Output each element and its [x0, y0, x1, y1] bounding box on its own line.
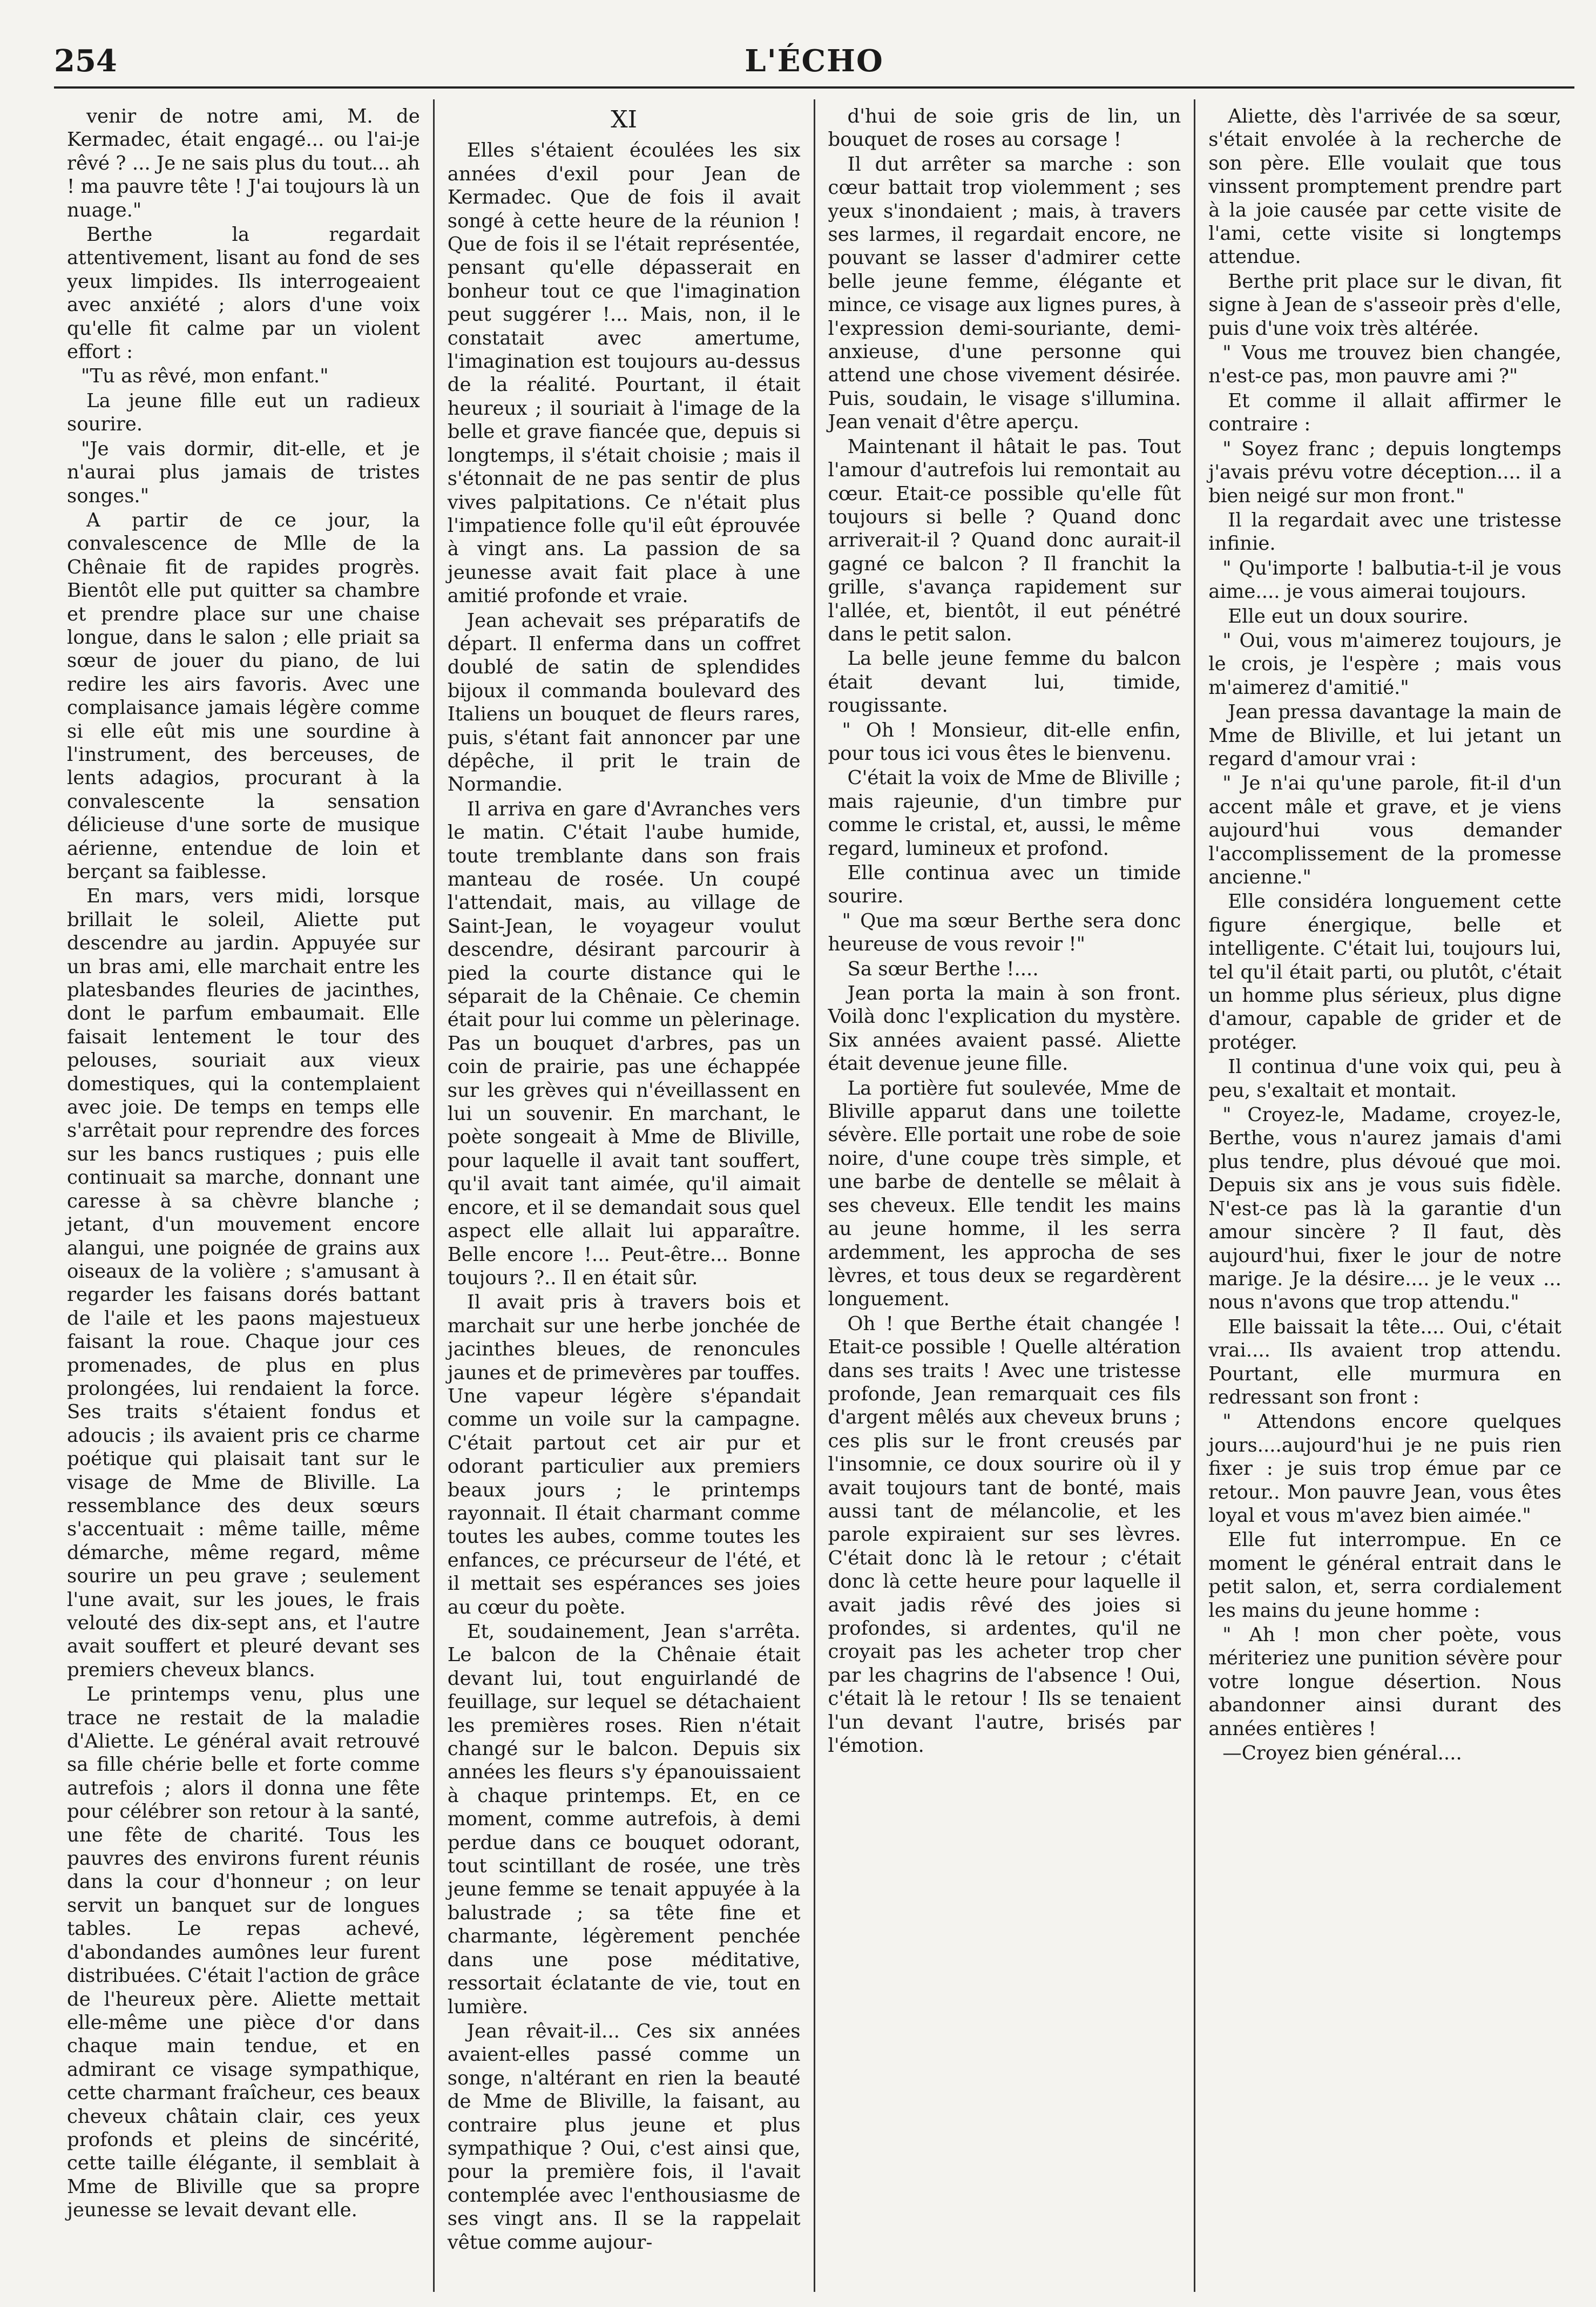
running-title: L'ÉCHO: [745, 43, 884, 79]
paragraph: —Croyez bien général....: [1222, 1742, 1462, 1765]
paragraph: d'hui de soie gris de lin, un bouquet de roses au corsage !: [828, 105, 1181, 151]
paragraph: " Vous me trouvez bien changée, n'est-ce pas, mon pauvre ami ?": [1208, 342, 1561, 388]
paragraph: " Que ma sœur Berthe sera donc heureuse de vous revoir !": [828, 909, 1181, 956]
paragraph: Elles s'étaient écoulées les six années d'exil pour Jean de Kermadec. Que de fois il avait songé à cette heure de la réunion ! Que de fois il se l'était représentée, pensant qu'elle dépasserait en bonheur tout ce que l'imagination peut suggérer !... Mais, non, il le constatait avec amertume, l'imagination est toujours au-dessus de la réalité. Pourtant, il était heureux ; il souriait à l'image de la belle et grave fiancée que, depuis si longtemps, il s'était choisie ; mais il s'étonnait de ne pas sentir de plus vives palpitations. Ce n'était plus l'impatience folle qu'il eût éprouvée à vingt ans. La passion de sa jeunesse avait fait place à une amitié profonde et vraie.: [447, 139, 801, 608]
paragraph: Maintenant il hâtait le pas. Tout l'amour d'autrefois lui remontait au cœur. Etait-ce possible qu'elle fût toujours si belle ? Quand donc arriverait-il ? Quand donc aurait-il gagné ce balcon ? Il franchit la grille, s'avança rapidement sur l'allée, et, bientôt, il eut pénétré dans le petit salon.: [828, 435, 1181, 645]
paragraph: " Croyez-le, Madame, croyez-le, Berthe, vous n'aurez jamais d'ami plus tendre, plus dévoué que moi. Depuis six ans je vous suis fidèle. N'est-ce pas là la garantie d'un amour sincère ? Il faut, dès aujourd'hui, fixer le jour de notre marige. Je la désire.... je le veux ... nous n'avons que trop attendu.": [1208, 1104, 1561, 1314]
paragraph: A partir de ce jour, la convalescence de Mlle de la Chênaie fit de rapides progrès. Bientôt elle put quitter sa chambre et prendre place sur une chaise longue, dans le salon ; elle priait sa sœur de jouer du piano, de lui redire les airs favoris. Avec une complaisance jamais légère comme si elle eût mis une sourdine à l'instrument, des berceuses, de lents adagios, procurant à la convalescente la sensation délicieuse d'une sorte de musique aérienne, entendue de loin et berçant sa faiblesse.: [67, 509, 420, 883]
paragraph: Jean rêvait-il... Ces six années avaient-elles passé comme un songe, n'altérant en rien la beauté de Mme de Bliville, la faisant, au contraire plus jeune et plus sympathique ? Oui, c'est ainsi que, pour la première fois, il l'avait contemplée avec l'enthousiasme de ses vingt ans. Il se la rappelait vêtue comme aujour-: [447, 2020, 801, 2254]
paragraph: Et, soudainement, Jean s'arrêta. Le balcon de la Chênaie était devant lui, tout enguirlandé de feuillage, sur lequel se détachaient les premières roses. Rien n'était changé sur le balcon. Depuis six années les fleurs s'y épanouissaient à chaque printemps. Et, en ce moment, comme autrefois, à demi perdue dans ce bouquet odorant, tout scintillant de rosée, une très jeune femme se tenait appuyée à la balustrade ; sa tête fine et charmante, légèrement penchée dans une pose méditative, ressortait éclatante de vie, tout en lumière.: [447, 1621, 801, 2018]
paragraph: Il dut arrêter sa marche : son cœur battait trop violemment ; ses yeux s'inondaient ; mais, à travers ses larmes, il regardait encore, ne pouvant se lasser d'admirer cette belle jeune femme, élégante et mince, ce visage aux lignes pures, à l'expression demi-souriante, demi-anxieuse, d'une personne qui attend une chose vivement désirée. Puis, soudain, le visage s'illumina. Jean venait d'être aperçu.: [828, 153, 1181, 434]
paragraph: Il arriva en gare d'Avranches vers le matin. C'était l'aube humide, toute tremblante dans son frais manteau de rosée. Un coupé l'attendait, mais, au village de Saint-Jean, le voyageur voulut descendre, désirant parcourir à pied la courte distance qui le séparait de la Chênaie. Ce chemin était pour lui comme un pèlerinage. Pas un bouquet d'arbres, pas un coin de prairie, pas une échappée sur les grèves qui n'éveillassent en lui un souvenir. En marchant, le poète songeait à Mme de Bliville, pour laquelle il avait tant souffert, qu'il avait tant aimée, qu'il aimait encore, et il se demandait sous quel aspect elle allait lui apparaître. Belle encore !... Peut-être... Bonne toujours ?.. Il en était sûr.: [447, 798, 801, 1289]
page-header: [54, 22, 1574, 89]
paragraph: C'était la voix de Mme de Bliville ; mais rajeunie, d'un timbre pur comme le cristal, et, aussi, le même regard, lumineux et profond.: [828, 767, 1181, 860]
text-columns: [54, 99, 1574, 2292]
text-column-4: [1194, 99, 1574, 2292]
page-number: 254: [54, 43, 117, 79]
paragraph: " Soyez franc ; depuis longtemps j'avais prévu votre déception.... il a bien neigé sur mon front.": [1208, 437, 1561, 507]
paragraph: venir de notre ami, M. de Kermadec, était engagé... ou l'ai-je rêvé ? ... Je ne sais plus du tout... ah ! ma pauvre tête ! J'ai toujours là un nuage.": [67, 105, 420, 221]
paragraph: En mars, vers midi, lorsque brillait le soleil, Aliette put descendre au jardin. Appuyée sur un bras ami, elle marchait entre les platesbandes fleuries de jacinthes, dont le parfum embaumait. Elle faisait lentement le tour des pelouses, souriait aux vieux domestiques, qui la contemplaient avec joie. De temps en temps elle s'arrêtait pour reprendre des forces sur les bancs rustiques ; puis elle continuait sa marche, donnant une caresse à sa chèvre blanche ; jetant, d'un mouvement encore alangui, une poignée de grains aux oiseaux de la volière ; s'amusant à regarder les faisans dorés battant de l'aile et les paons majestueux faisant la roue. Chaque jour ces promenades, de plus en plus prolongées, lui rendaient la force. Ses traits s'étaient fondus et adoucis ; ils avaient pris ce charme poétique qui plaisait tant sur le visage de Mme de Bliville. La ressemblance des deux sœurs s'accentuait : même taille, même démarche, même regard, même sourire un peu grave ; seulement l'une avait, sur les joues, le frais velouté des dix-sept ans, et l'autre avait souffert et pleuré devant ses premiers cheveux blancs.: [67, 885, 420, 1681]
paragraph: Jean pressa davantage la main de Mme de Bliville, et lui jetant un regard d'amour vrai :: [1208, 701, 1561, 770]
paragraph: " Oh ! Monsieur, dit-elle enfin, pour tous ici vous êtes le bienvenu.: [828, 719, 1181, 765]
paragraph: Il avait pris à travers bois et marchait sur une herbe jonchée de jacinthes bleues, de renoncules jaunes et de primevères par touffes. Une vapeur légère s'épandait comme un voile sur la campagne. C'était partout cet air pur et odorant particulier aux premiers beaux jours ; le printemps rayonnait. Il était charmant comme toutes les aubes, comme toutes les enfances, ce précurseur de l'été, et il mettait ses espérances ses joies au cœur du poète.: [447, 1291, 801, 1618]
paragraph: " Qu'importe ! balbutia-t-il je vous aime.... je vous aimerai toujours.: [1208, 557, 1561, 603]
paragraph: La jeune fille eut un radieux sourire.: [67, 389, 420, 436]
paragraph: Elle fut interrompue. En ce moment le général entrait dans le petit salon, et, serra cordialement les mains du jeune homme :: [1208, 1529, 1561, 1622]
paragraph: La belle jeune femme du balcon était devant lui, timide, rougissante.: [828, 647, 1181, 717]
paragraph: Elle baissait la tête.... Oui, c'était vrai.... Ils avaient trop attendu. Pourtant, elle murmura en redressant son front :: [1208, 1316, 1561, 1408]
paragraph: Elle continua avec un timide sourire.: [828, 862, 1181, 908]
paragraph: La portière fut soulevée, Mme de Bliville apparut dans une toilette sévère. Elle portait une robe de soie noire, d'une coupe très simple, et une barbe de dentelle se mêlait à ses cheveux. Elle tendit les mains au jeune homme, il les serra ardemment, les approcha de ses lèvres, et tous deux se regardèrent longuement.: [828, 1077, 1181, 1311]
paragraph: Aliette, dès l'arrivée de sa sœur, s'était envolée à la recherche de son père. Elle voulait que tous vinssent promptement prendre part à la joie causée par cette visite de l'ami, cette visite si longtemps attendue.: [1208, 105, 1561, 268]
text-column-3: [814, 99, 1194, 2292]
text-column-2: [433, 99, 814, 2292]
paragraph: Il la regardait avec une tristesse infinie.: [1208, 509, 1561, 555]
paragraph: " Je n'ai qu'une parole, fit-il d'un accent mâle et grave, et je viens aujourd'hui vous demander l'accomplissement de la promesse ancienne.": [1208, 772, 1561, 888]
paragraph: " Attendons encore quelques jours....aujourd'hui je ne puis rien fixer : je suis trop émue par ce retour.. Mon pauvre Jean, vous êtes loyal et vous m'avez bien aimée.": [1208, 1411, 1561, 1527]
paragraph: "Tu as rêvé, mon enfant.": [81, 365, 329, 388]
paragraph: " Ah ! mon cher poète, vous mériteriez une punition sévère pour votre longue désertion. Nous abandonner ainsi durant des années entières !: [1208, 1624, 1561, 1740]
paragraph: Jean porta la main à son front. Voilà donc l'explication du mystère. Six années avaient passé. Aliette était devenue jeune fille.: [828, 982, 1181, 1075]
paragraph: Elle considéra longuement cette figure énergique, belle et intelligente. C'était lui, toujours lui, tel qu'il était parti, ou plutôt, c'était un homme plus sérieux, plus digne d'amour, capable de grider et de protéger.: [1208, 891, 1561, 1054]
paragraph: Sa sœur Berthe !....: [847, 957, 1039, 980]
paragraph: Berthe la regardait attentivement, lisant au fond de ses yeux limpides. Ils interrogeaient avec anxiété ; alors d'une voix qu'elle fit calme par un violent effort :: [67, 224, 420, 363]
paragraph: "Je vais dormir, dit-elle, et je n'aurai plus jamais de tristes songes.": [67, 437, 420, 507]
paragraph: Et comme il allait affirmer le contraire :: [1208, 389, 1561, 436]
paragraph: Elle eut un doux sourire.: [1228, 605, 1469, 628]
chapter-heading: XI: [611, 106, 637, 133]
text-column-1: [54, 99, 433, 2292]
paragraph: Le printemps venu, plus une trace ne restait de la maladie d'Aliette. Le général avait retrouvé sa fille chérie belle et forte comme autrefois ; alors il donna une fête pour célébrer son retour à la santé, une fête de charité. Tous les pauvres des environs furent réunis dans la cour d'honneur ; on leur servit un banquet sur de longues tables. Le repas achevé, d'abondandes aumônes leur furent distribuées. C'était l'action de grâce de l'heureux père. Aliette mettait elle-même une pièce d'or dans chaque main tendue, et en admirant ce visage sympathique, cette charmant fraîcheur, ces beaux cheveux châtain clair, ces yeux profonds et pleins de sincérité, cette taille élégante, il semblait à Mme de Bliville que sa propre jeunesse se levait devant elle.: [67, 1683, 420, 2222]
paragraph: Jean achevait ses préparatifs de départ. Il enferma dans un coffret doublé de satin de splendides bijoux il commanda boulevard des Italiens un bouquet de fleurs rares, puis, s'étant fait annoncer par une dépêche, il prit le train de Normandie.: [447, 609, 801, 796]
paragraph: Il continua d'une voix qui, peu à peu, s'exaltait et montait.: [1208, 1056, 1561, 1102]
paragraph: Berthe prit place sur le divan, fit signe à Jean de s'asseoir près d'elle, puis d'une voix très altérée.: [1208, 270, 1561, 340]
paragraph: " Oui, vous m'aimerez toujours, je le crois, je l'espère ; mais vous m'aimerez d'amitié.": [1208, 629, 1561, 699]
paragraph: Oh ! que Berthe était changée ! Etait-ce possible ! Quelle altération dans ses traits ! Avec une tristesse profonde, Jean remarquait ces fils d'argent mêlés aux cheveux bruns ; ces plis sur le front creusés par l'insomnie, ce doux sourire où il y avait toujours tant de bonté, mais aussi tant de mélancolie, et les parole expiraient sur ses lèvres. C'était donc là le retour ; c'était donc là cette heure pour laquelle il avait jadis rêvé des joies si profondes, si ardentes, qu'il ne croyait pas les acheter trop cher par les chagrins de l'absence ! Oui, c'était là le retour ! Ils se tenaient l'un devant l'autre, brisés par l'émotion.: [828, 1312, 1181, 1757]
